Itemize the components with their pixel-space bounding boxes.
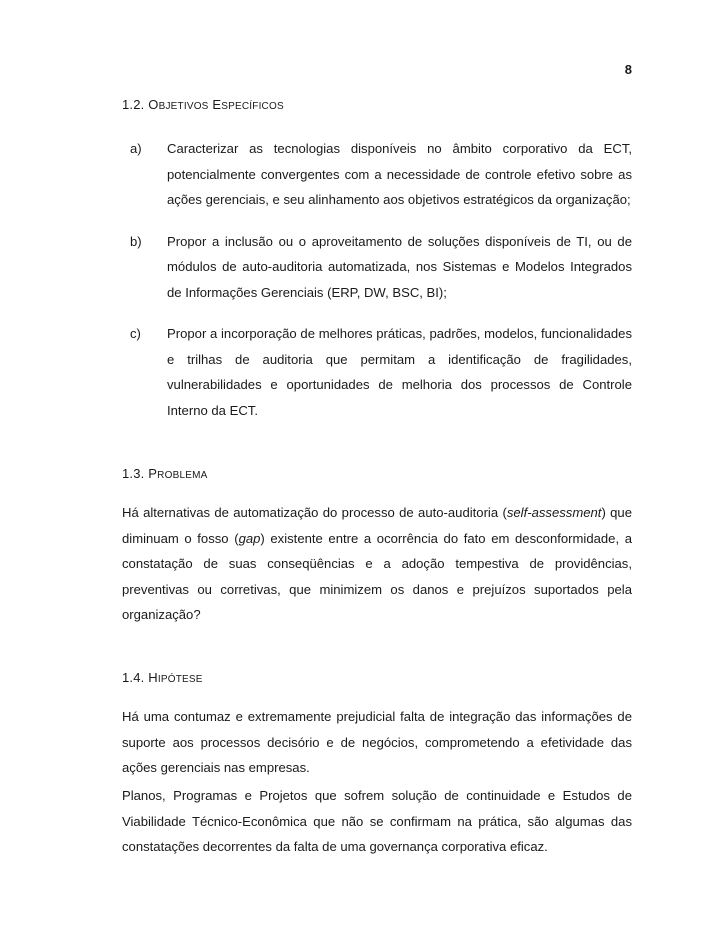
section-1-3-number: 1.3. <box>122 466 145 481</box>
list-item-text: Propor a inclusão ou o aproveitamento de soluções disponíveis de TI, ou de módulos de auto-auditoria automatizada, nos Sistemas e Modelos Integrados de Informações Gerenciais (ERP, DW, BSC, BI); <box>167 233 632 300</box>
hypothesis-paragraph-2: Planos, Programas e Projetos que sofrem solução de continuidade e Estudos de Viabilidade Técnico-Econômica que não se confirmam na prática, são algumas das constatações decorrentes da falta de uma governança corporativa eficaz. <box>122 788 632 854</box>
list-item <box>122 321 632 423</box>
section-1-2-title-initial: O <box>148 97 159 112</box>
section-1-3-heading <box>122 466 632 481</box>
hypothesis-paragraph-1: Há uma contumaz e extremamente prejudicial falta de integração das informações de suporte aos processos decisório e de negócios, comprometendo a efetividade das ações gerenciais nas empresas. <box>122 709 632 775</box>
page-number: 8 <box>624 62 632 77</box>
section-1-3-title-initial: P <box>148 466 158 481</box>
section-1-4-title-rest: IPÓTESE <box>157 674 203 685</box>
section-1-2-title-rest: BJETIVOS <box>158 101 209 112</box>
section-1-2-heading <box>122 97 632 112</box>
list-item <box>122 229 632 306</box>
list-item-marker: b) <box>130 233 142 249</box>
list-item-marker: c) <box>130 326 141 341</box>
section-1-4-title-initial: H <box>148 670 158 685</box>
objectives-list <box>122 136 632 439</box>
list-item <box>122 136 632 213</box>
list-item-marker: a) <box>130 141 142 156</box>
italic-term-self-assessment: self-assessment <box>506 505 602 520</box>
problem-paragraph: Há alternativas de automatização do processo de auto-auditoria (self-assessment) que diminuam o fosso (gap) existente entre a ocorrência do fato em desconformidade, a constatação de suas conseqüências e a adoção tempestiva de providências, preventivas ou corretivas, que minimizem os danos e prejuízos suportados pela organização? <box>122 505 632 622</box>
section-1-2-title-rest-2: SPECÍFICOS <box>221 101 284 112</box>
italic-term-gap: gap <box>238 530 261 546</box>
section-1-2-title-initial-2: E <box>212 97 222 112</box>
section-1-2-number: 1.2. <box>122 97 145 112</box>
list-item-text: Caracterizar as tecnologias disponíveis no âmbito corporativo da ECT, potencialmente convergentes com a necessidade de controle efetivo sobre as ações gerenciais, e seu alinhamento aos objetivos estratégicos da organização; <box>167 141 632 207</box>
section-1-4-number: 1.4. <box>122 670 145 685</box>
list-item-text: Propor a incorporação de melhores práticas, padrões, modelos, funcionalidades e trilhas de auditoria que permitam a identificação de fragilidades, vulnerabilidades e oportunidades de melhoria dos processos de Controle Interno da ECT. <box>167 326 632 418</box>
section-1-3-title-rest: ROBLEMA <box>157 470 208 481</box>
section-1-4-heading <box>122 670 632 685</box>
